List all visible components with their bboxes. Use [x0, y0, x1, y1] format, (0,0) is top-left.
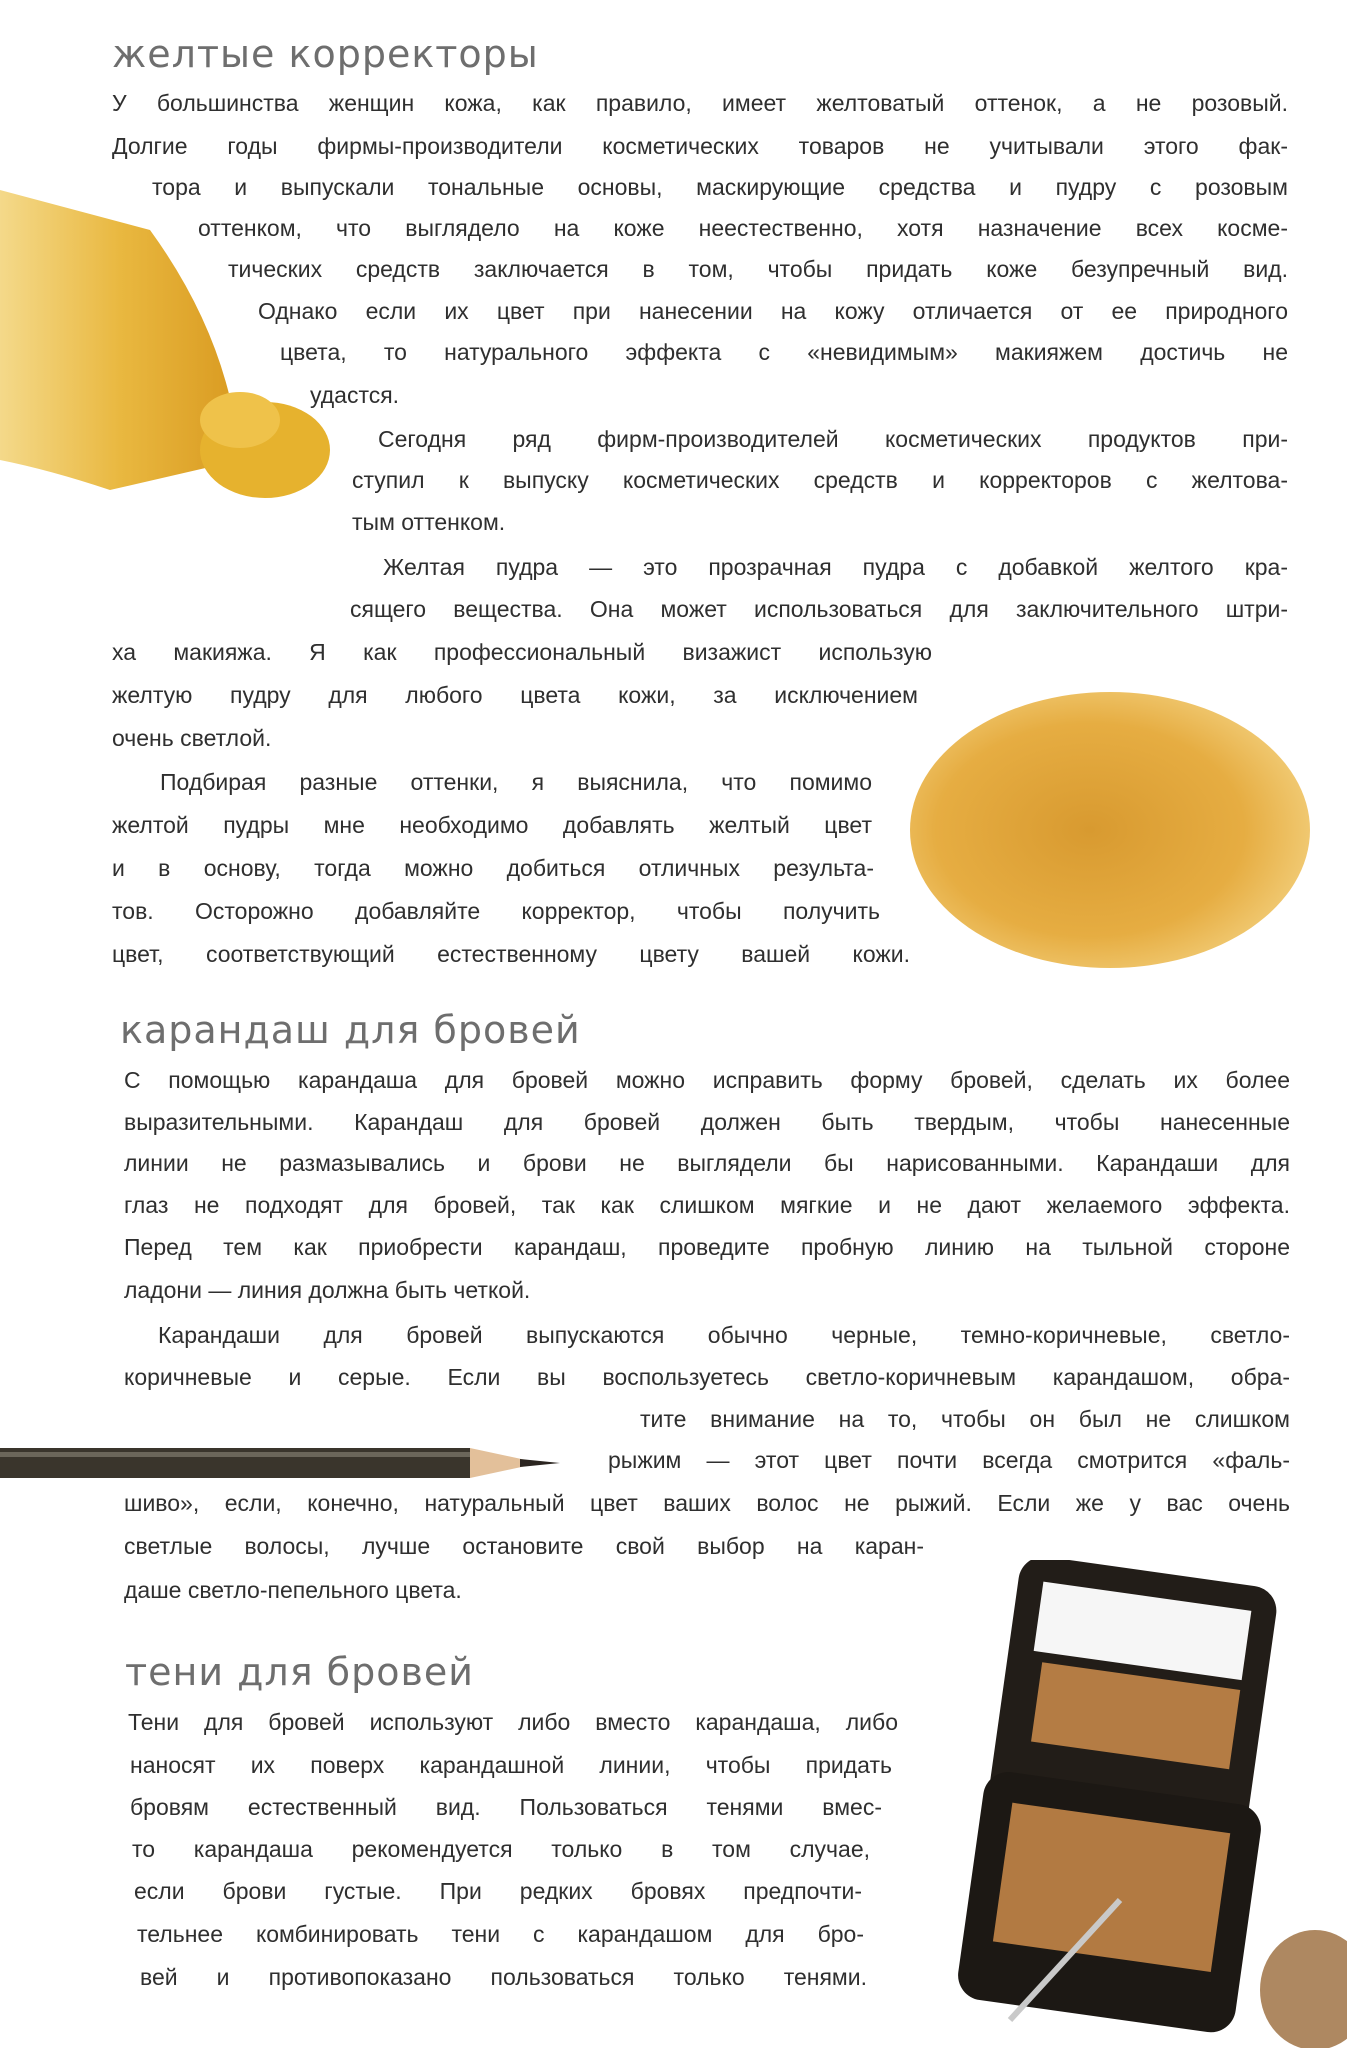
text-line: тора и выпускали тональные основы, маскирующие средства и пудру с розовым: [152, 174, 1288, 200]
text-line: Долгие годы фирмы-производители косметических товаров не учитывали этого фак-: [112, 133, 1288, 159]
section-heading-eyebrow-pencil: карандаш для бровей: [120, 1008, 581, 1052]
text-line: бровям естественный вид. Пользоваться тенями вмес-: [130, 1794, 882, 1820]
eyebrow-pencil-image: [0, 1440, 570, 1490]
text-line: тельнее комбинировать тени с карандашом для бро-: [137, 1921, 864, 1947]
text-line: тым оттенком.: [352, 509, 506, 535]
text-line: У большинства женщин кожа, как правило, имеет желтоватый оттенок, а не розовый.: [112, 90, 1288, 116]
text-line: тических средств заключается в том, чтобы придать коже безупречный вид.: [228, 256, 1288, 282]
text-line: тите внимание на то, чтобы он был не слишком: [640, 1406, 1290, 1432]
text-line: С помощью карандаша для бровей можно исправить форму бровей, сделать их более: [124, 1067, 1290, 1093]
text-line: очень светлой.: [112, 725, 272, 751]
yellow-powder-pile-image: [900, 670, 1320, 980]
text-line: цвет, соответствующий естественному цвету вашей кожи.: [112, 941, 910, 967]
text-line: Сегодня ряд фирм-производителей косметических продуктов при-: [378, 426, 1288, 452]
text-line: ха макияжа. Я как профессиональный визажист использую: [112, 639, 932, 665]
section-heading-eyebrow-shadow: тени для бровей: [125, 1650, 474, 1694]
text-line: то карандаша рекомендуется только в том случае,: [132, 1836, 870, 1862]
text-line: ладони — линия должна быть четкой.: [124, 1277, 531, 1303]
text-line: глаз не подходят для бровей, так как слишком мягкие и не дают желаемого эффекта.: [124, 1192, 1290, 1218]
text-line: выразительными. Карандаш для бровей должен быть твердым, чтобы нанесенные: [124, 1109, 1290, 1135]
text-line: Перед тем как приобрести карандаш, проведите пробную линию на тыльной стороне: [124, 1234, 1290, 1260]
text-line: Тени для бровей используют либо вместо карандаша, либо: [128, 1709, 898, 1735]
eyebrow-shadow-compact-image: [950, 1560, 1347, 2048]
section-heading-yellow-correctors: желтые корректоры: [112, 32, 539, 76]
text-line: сящего вещества. Она может использоваться для заключительного штри-: [350, 596, 1288, 622]
text-line: Карандаши для бровей выпускаются обычно черные, темно-коричневые, светло-: [158, 1322, 1290, 1348]
text-line: желтую пудру для любого цвета кожи, за исключением: [112, 682, 918, 708]
text-line: Подбирая разные оттенки, я выяснила, что помимо: [160, 769, 872, 795]
text-line: рыжим — этот цвет почти всегда смотрится «фаль-: [608, 1447, 1290, 1473]
text-line: линии не размазывались и брови не выглядели бы нарисованными. Карандаши для: [124, 1150, 1290, 1176]
text-line: удастся.: [310, 382, 400, 408]
text-line: желтой пудры мне необходимо добавлять желтый цвет: [112, 812, 872, 838]
text-line: Желтая пудра — это прозрачная пудра с добавкой желтого кра-: [383, 554, 1288, 580]
text-line: Однако если их цвет при нанесении на кожу отличается от ее природного: [258, 298, 1288, 324]
text-line: даше светло-пепельного цвета.: [124, 1577, 462, 1603]
text-line: если брови густые. При редких бровях предпочти-: [134, 1878, 862, 1904]
text-line: наносят их поверх карандашной линии, чтобы придать: [130, 1752, 892, 1778]
text-line: цвета, то натурального эффекта с «невидимым» макияжем достичь не: [280, 339, 1288, 365]
text-line: тов. Осторожно добавляйте корректор, чтобы получить: [112, 898, 880, 924]
text-line: вей и противопоказано пользоваться только тенями.: [140, 1964, 867, 1990]
text-line: ступил к выпуску косметических средств и корректоров с желтова-: [352, 467, 1288, 493]
text-line: светлые волосы, лучше остановите свой выбор на каран-: [124, 1533, 924, 1559]
text-line: оттенком, что выглядело на коже неестественно, хотя назначение всех косме-: [198, 215, 1288, 241]
text-line: коричневые и серые. Если вы воспользуетесь светло-коричневым карандашом, обра-: [124, 1364, 1290, 1390]
text-line: шиво», если, конечно, натуральный цвет ваших волос не рыжий. Если же у вас очень: [124, 1490, 1290, 1516]
text-line: и в основу, тогда можно добиться отличных результа-: [112, 855, 874, 881]
